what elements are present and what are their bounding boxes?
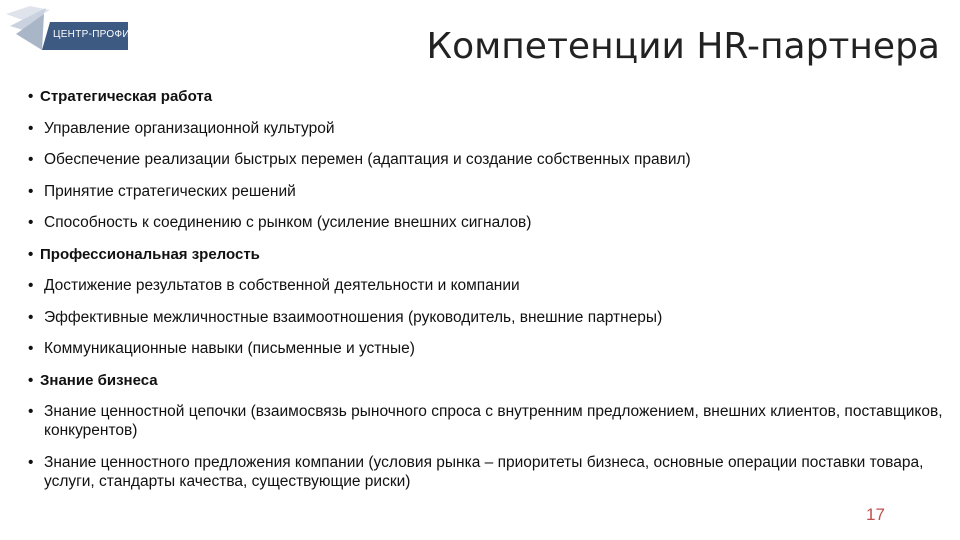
list-item (28, 182, 943, 201)
list-item (28, 213, 943, 232)
item-text: Знание ценностной цепочки (взаимосвязь рыночного спроса с внутренним предложением, внешних клиентов, поставщиков, конкурентов) (44, 403, 943, 439)
section-heading (28, 245, 943, 264)
item-text: Способность к соединению с рынком (усиление внешних сигналов) (44, 214, 532, 231)
item-text: Коммуникационные навыки (письменные и устные) (44, 340, 415, 357)
competency-list (28, 87, 943, 503)
item-text: Управление организационной культурой (44, 119, 335, 137)
item-text: Обеспечение реализации быстрых перемен (адаптация и создание собственных правил) (44, 151, 691, 168)
list-item (28, 339, 943, 358)
list-item (28, 308, 943, 327)
slide-title: Компетенции HR-партнера (426, 26, 940, 67)
list-item (28, 150, 943, 169)
section-heading (28, 371, 943, 390)
item-text: Принятие стратегических решений (44, 182, 296, 200)
bullet-icon: • (28, 214, 34, 231)
item-text: Знание ценностного предложения компании (условия рынка – приоритеты бизнеса, основные операции поставки товара, услуги, стандарты качества, существующие риски) (44, 453, 924, 490)
page-number: 17 (866, 505, 885, 524)
bullet-icon: • (28, 245, 34, 263)
bullet-icon: • (28, 151, 34, 168)
bullet-icon: • (28, 182, 34, 200)
bullet-icon: • (28, 371, 34, 389)
bullet-icon: • (28, 119, 34, 137)
bullet-icon: • (28, 308, 34, 326)
heading-text: Профессиональная зрелость (40, 245, 260, 263)
list-item (28, 453, 943, 491)
bullet-icon: • (28, 88, 34, 105)
list-item (28, 276, 943, 295)
bullet-icon: • (28, 403, 34, 420)
logo-text: ЦЕНТР-ПРОФИ (53, 29, 130, 40)
heading-text: Стратегическая работа (40, 88, 213, 105)
bullet-icon: • (28, 453, 34, 471)
list-item (28, 402, 943, 440)
bullet-icon: • (28, 277, 34, 294)
item-text: Эффективные межличностные взаимоотношения (руководитель, внешние партнеры) (44, 308, 663, 326)
heading-text: Знание бизнеса (40, 371, 158, 389)
list-item (28, 119, 943, 138)
bullet-icon: • (28, 340, 34, 357)
item-text: Достижение результатов в собственной деятельности и компании (44, 277, 520, 294)
section-heading (28, 87, 943, 106)
company-logo (6, 6, 128, 52)
